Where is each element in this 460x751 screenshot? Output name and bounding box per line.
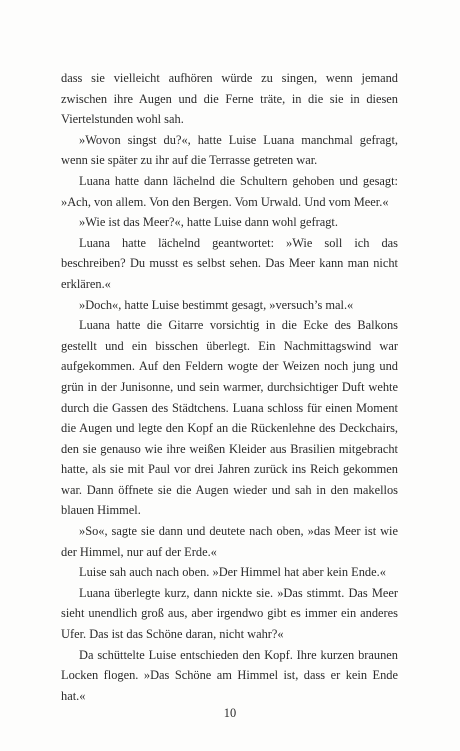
- paragraph-6: »Doch«, hatte Luise bestimmt gesagt, »versuch’s mal.«: [79, 297, 354, 312]
- paragraph-8: »So«, sagte sie dann und deutete nach oben, »das Meer ist wie der Himmel, nur auf der Erde.«: [61, 524, 398, 559]
- body-text: [61, 68, 398, 706]
- paragraph-11: Da schüttelte Luise entschieden den Kopf. Ihre kurzen braunen Locken flogen. »Das Schöne am Himmel ist, dass er kein Ende hat.«: [61, 647, 398, 703]
- paragraph-5: Luana hatte lächelnd geantwortet: »Wie soll ich das beschreiben? Du musst es selbst sehen. Das Meer kann man nicht erklären.«: [61, 235, 398, 291]
- paragraph-2: »Wovon singst du?«, hatte Luise Luana manchmal gefragt, wenn sie später zu ihr auf die Terrasse getreten war.: [61, 132, 398, 168]
- paragraph-10: Luana überlegte kurz, dann nickte sie. »Das stimmt. Das Meer sieht unendlich groß aus, aber irgendwo gibt es immer ein anderes Ufer. Das ist das Schöne daran, nicht wahr?«: [61, 585, 398, 642]
- paragraph-7: Luana hatte die Gitarre vorsichtig in die Ecke des Balkons gestellt und ein bisschen überlegt. Ein Nachmittagswind war aufgekommen. Auf den Feldern wogte der Weizen noch jung und grün in der Junisonne, und sein warmer, durchsichtiger Duft wehte durch die Gassen des Städtchens. Luana schloss für einen Moment die Augen und legte den Kopf an die Rückenlehne des Deckchairs, den sie genauso wie ihre weißen Kleider aus Brasilien mitgebracht hatte, als sie mit Paul vor drei Jahren zurück ins Reich gekommen war. Dann öffnete sie die Augen wieder und sah in den makellos blauen Himmel.: [61, 318, 398, 518]
- paragraph-9: Luise sah auch nach oben. »Der Himmel hat aber kein Ende.«: [79, 565, 386, 580]
- paragraph-3: Luana hatte dann lächelnd die Schultern gehoben und gesagt: »Ach, von allem. Von den Bergen. Vom Urwald. Und vom Meer.«: [61, 173, 398, 209]
- page-number: 10: [223, 706, 237, 720]
- paragraph-1: dass sie vielleicht aufhören würde zu singen, wenn jemand zwischen ihre Augen und die Ferne träte, in die sie in diesen Viertelstunden wohl sah.: [61, 71, 398, 127]
- paragraph-4: »Wie ist das Meer?«, hatte Luise dann wohl gefragt.: [79, 215, 338, 230]
